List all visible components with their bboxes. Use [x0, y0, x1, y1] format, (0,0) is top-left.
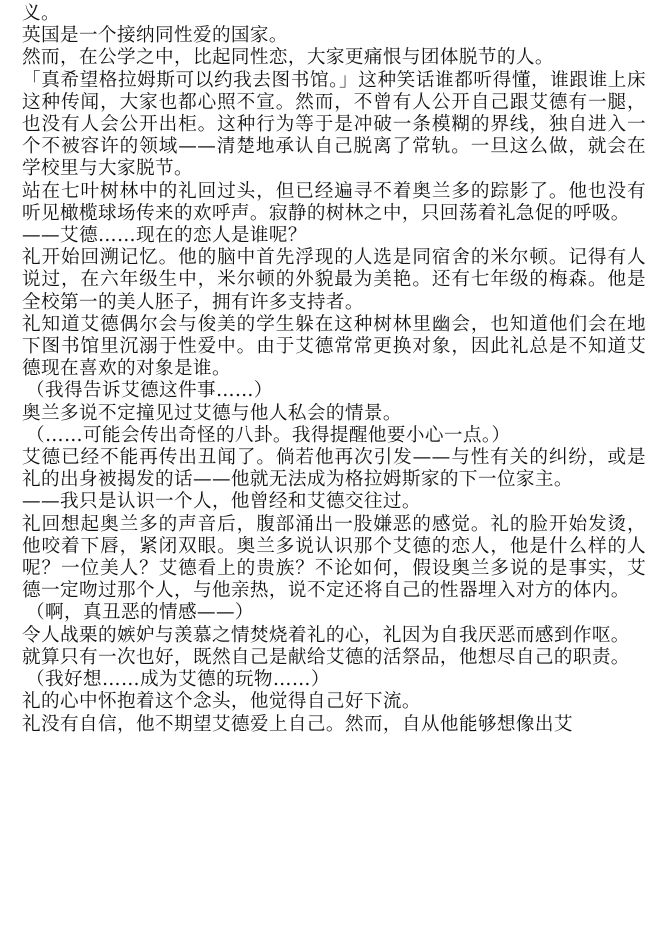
text-paragraph: 奥兰多说不定撞见过艾德与他人私会的情景。: [22, 402, 402, 424]
text-paragraph: 义。: [22, 3, 60, 24]
document-body: [22, 3, 646, 736]
text-paragraph: 然而，在公学之中，比起同性恋，大家更痛恨与团体脱节的人。: [22, 47, 554, 69]
text-paragraph: 令人战栗的嫉妒与羡慕之情焚烧着礼的心，礼因为自我厌恶而感到作呕。: [22, 624, 630, 646]
text-paragraph: 礼的心中怀抱着这个念头，他觉得自己好下流。: [22, 691, 421, 713]
text-paragraph: ——我只是认识一个人，他曾经和艾德交往过。: [22, 491, 421, 513]
text-paragraph: 礼没有自信，他不期望艾德爱上自己。然而，自从他能够想像出艾: [22, 713, 573, 735]
inner-thought-paragraph: （啊，真丑恶的情感——）: [26, 602, 254, 624]
text-paragraph: 艾德已经不能再传出丑闻了。倘若他再次引发——与性有关的纠纷，或是礼的出身被揭发的话——他就无法成为格拉姆斯家的下一位家主。: [22, 447, 646, 491]
inner-thought-paragraph: （我得告诉艾德这件事……）: [26, 380, 273, 402]
text-paragraph: 站在七叶树林中的礼回过头，但已经遍寻不着奥兰多的踪影了。他也没有听见橄榄球场传来的欢呼声。寂静的树林之中，只回荡着礼急促的呼吸。: [22, 180, 646, 224]
text-paragraph: 英国是一个接纳同性爱的国家。: [22, 25, 288, 47]
inner-thought-paragraph: （……可能会传出奇怪的八卦。我得提醒他要小心一点。）: [26, 424, 511, 446]
text-paragraph: 就算只有一次也好，既然自己是献给艾德的活祭品，他想尽自己的职责。: [22, 646, 630, 668]
text-paragraph: 礼知道艾德偶尔会与俊美的学生躲在这种树林里幽会，也知道他们会在地下图书馆里沉溺于性爱中。由于艾德常常更换对象，因此礼总是不知道艾德现在喜欢的对象是谁。: [22, 313, 646, 380]
text-paragraph: 「真希望格拉姆斯可以约我去图书馆。」这种笑话谁都听得懂，谁跟谁上床这种传闻，大家也都心照不宣。然而，不曾有人公开自己跟艾德有一腿，也没有人会公开出柜。这种行为等于是冲破一条模糊的界线，独自进入一个不被容许的领域——清楚地承认自己脱离了常轨。一旦这么做，就会在学校里与大家脱节。: [22, 69, 646, 180]
text-paragraph: ——艾德……现在的恋人是谁呢？: [22, 225, 307, 247]
text-paragraph: 礼开始回溯记忆。他的脑中首先浮现的人选是同宿舍的米尔顿。记得有人说过，在六年级生中，米尔顿的外貌最为美艳。还有七年级的梅森。他是全校第一的美人胚子，拥有许多支持者。: [22, 247, 646, 313]
text-paragraph: 礼回想起奥兰多的声音后，腹部涌出一股嫌恶的感觉。礼的脸开始发烫，他咬着下唇，紧闭双眼。奥兰多说认识那个艾德的恋人，他是什么样的人呢？一位美人？艾德看上的贵族？不论如何，假设奥兰多说的是事实，艾德一定吻过那个人，与他亲热，说不定还将自己的性器埋入对方的体内。: [22, 513, 646, 602]
inner-thought-paragraph: （我好想……成为艾德的玩物……）: [26, 669, 330, 691]
